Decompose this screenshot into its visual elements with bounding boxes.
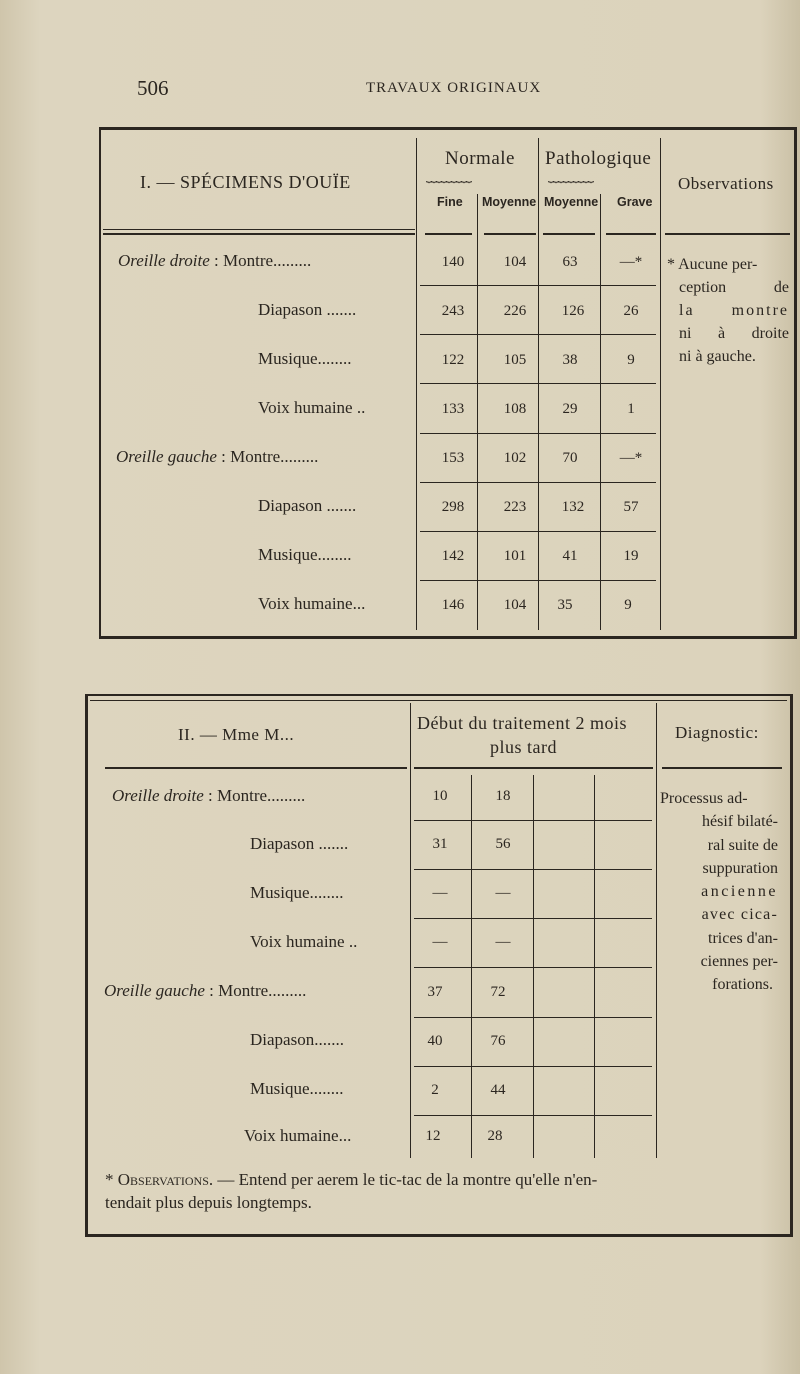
table1-row-rule — [420, 433, 656, 434]
table2-cell: 44 — [490, 1082, 506, 1098]
table1-group-normale: Normale — [445, 148, 515, 169]
page-number: 506 — [137, 76, 169, 100]
table2-row-rule — [414, 869, 652, 870]
table2-vline-5 — [656, 703, 657, 1158]
table2-row-rule — [414, 820, 652, 821]
table1-row-rule — [420, 531, 656, 532]
table1-sub-moyenne-patho: Moyenne — [544, 195, 599, 209]
table1-row-label: Musique........ — [258, 545, 352, 564]
table2-row-label: Oreille droite : Montre......... — [112, 786, 306, 805]
table1-cell: 132 — [561, 499, 585, 515]
table1-cell: —* — [619, 450, 643, 466]
table2-row-rule — [414, 918, 652, 919]
table1-row-label: Diapason ....... — [258, 496, 357, 515]
table2-cell: 2 — [431, 1082, 439, 1098]
table2-row-label: Voix humaine... — [244, 1126, 352, 1145]
table1-cell: 1 — [627, 401, 635, 417]
brace-pathologique: ⏟⏟⏟⏟⏟⏟⏟⏟⏟ — [548, 172, 593, 183]
table1-row-rule — [420, 580, 656, 581]
table1-cell: —* — [619, 254, 643, 270]
table2-diagnostic: Processus ad- hésif bilaté- ral suite de suppuration ancienne avec cica- trices d'an- ciennes per- forations. — [660, 790, 778, 994]
table1-rule-fine — [425, 233, 472, 235]
table2-row-rule — [414, 1017, 652, 1018]
table1-row-label: Musique........ — [258, 349, 352, 368]
table2-title: II. — Mme M... — [178, 725, 295, 744]
table2-row-label: Oreille gauche : Montre......... — [104, 981, 307, 1000]
table2-row-rule — [414, 1115, 652, 1116]
table1-rule-moy-p — [543, 233, 595, 235]
table1-cell: 9 — [627, 352, 635, 368]
table2-cell: 18 — [495, 788, 511, 804]
table1-vline-5 — [660, 138, 661, 630]
table1-cell: 122 — [441, 352, 465, 368]
table1-cell: 70 — [562, 450, 578, 466]
table2-row-label: Voix humaine .. — [250, 932, 358, 951]
table1-title: I. — SPÉCIMENS D'OUÏE — [140, 172, 351, 192]
table1-header-rule-thick — [103, 233, 415, 235]
table2-row-rule — [414, 1066, 652, 1067]
table1-rule-moy-n — [484, 233, 536, 235]
table1-cell: 57 — [623, 499, 639, 515]
footnote-line2: tendait plus depuis longtemps. — [105, 1193, 312, 1212]
table2-row-label: Musique........ — [250, 1079, 344, 1098]
table1-cell: 19 — [623, 548, 639, 564]
table1-row-label: Oreille gauche : Montre......... — [116, 447, 319, 466]
table1-cell: 38 — [562, 352, 578, 368]
table2-cell: — — [432, 934, 448, 950]
table1-cell: 226 — [503, 303, 527, 319]
table1-vline-1 — [416, 138, 417, 630]
table1-rule-grave — [606, 233, 656, 235]
table1-row-rule — [420, 334, 656, 335]
footnote-text: — Entend per aerem le tic-tac de la montre qu'elle n'en- — [213, 1170, 598, 1189]
table1-cell: 104 — [503, 597, 527, 613]
table1-cell: 35 — [557, 597, 573, 613]
table2-cell: 40 — [427, 1033, 443, 1049]
table1-vline-4 — [600, 194, 601, 630]
table2-row-label: Diapason....... — [250, 1030, 344, 1049]
table2-cell: — — [495, 885, 511, 901]
footnote — [105, 1168, 770, 1214]
table2-cell: — — [432, 885, 448, 901]
table1-rule-obs — [665, 233, 790, 235]
table2-header-rule — [662, 767, 782, 769]
table2-cell: 72 — [490, 984, 506, 1000]
table1-cell: 126 — [561, 303, 585, 319]
table2-row-rule — [414, 967, 652, 968]
table1-cell: 153 — [441, 450, 465, 466]
brace-normale: ⏟⏟⏟⏟⏟⏟⏟⏟⏟ — [426, 172, 471, 183]
table2-cell: 28 — [487, 1128, 503, 1144]
table1-cell: 223 — [503, 499, 527, 515]
table1-cell: 63 — [562, 254, 578, 270]
table1-sub-fine: Fine — [437, 195, 463, 209]
table1-row-rule — [420, 383, 656, 384]
table2-row-label: Musique........ — [250, 883, 344, 902]
table1-cell: 102 — [503, 450, 527, 466]
table1-row-label: Voix humaine... — [258, 594, 366, 613]
table2-cell: 31 — [432, 836, 448, 852]
table1-cell: 146 — [441, 597, 465, 613]
table2-header-rule — [105, 767, 407, 769]
table2-cell: 37 — [427, 984, 443, 1000]
table2-row-label: Diapason ....... — [250, 834, 349, 853]
table2-cell: 56 — [495, 836, 511, 852]
table2-cell: 76 — [490, 1033, 506, 1049]
table1-cell: 298 — [441, 499, 465, 515]
table1-cell: 142 — [441, 548, 465, 564]
table1-cell: 140 — [441, 254, 465, 270]
table1-col-observations: Observations — [678, 174, 774, 193]
table2-col-debut: Début du traitement 2 mois — [417, 713, 627, 733]
table1-sub-grave: Grave — [617, 195, 653, 209]
table1-cell: 104 — [503, 254, 527, 270]
running-head: TRAVAUX ORIGINAUX — [366, 80, 542, 96]
table1-cell: 108 — [503, 401, 527, 417]
table1-header-rule — [103, 229, 415, 230]
table1-cell: 26 — [623, 303, 639, 319]
table1-cell: 41 — [562, 548, 578, 564]
table1-cell: 9 — [624, 597, 632, 613]
table1-observations: * Aucune per- ception de la montre ni à droite ni à gauche. — [667, 256, 789, 365]
table2-cell: 10 — [432, 788, 448, 804]
table2-col-debut-line2: plus tard — [490, 737, 557, 757]
table1-row-rule — [420, 285, 656, 286]
table2-cell: 12 — [425, 1128, 441, 1144]
table1-row-label: Oreille droite : Montre......... — [118, 251, 312, 270]
table1-cell: 101 — [503, 548, 527, 564]
table1-row-rule — [420, 482, 656, 483]
table1-cell: 243 — [441, 303, 465, 319]
table1-row-label: Voix humaine .. — [258, 398, 366, 417]
table2-col-diagnostic: Diagnostic: — [675, 723, 759, 742]
table1-cell: 105 — [503, 352, 527, 368]
table2-cell: — — [495, 934, 511, 950]
table1-cell: 29 — [562, 401, 578, 417]
table1-sub-moyenne-normale: Moyenne — [482, 195, 537, 209]
table1-row-label: Diapason ....... — [258, 300, 357, 319]
table1-group-pathologique: Pathologique — [545, 148, 652, 169]
table1-cell: 133 — [441, 401, 465, 417]
footnote-label: * Observations. — [105, 1170, 214, 1189]
table2-header-rule — [414, 767, 653, 769]
